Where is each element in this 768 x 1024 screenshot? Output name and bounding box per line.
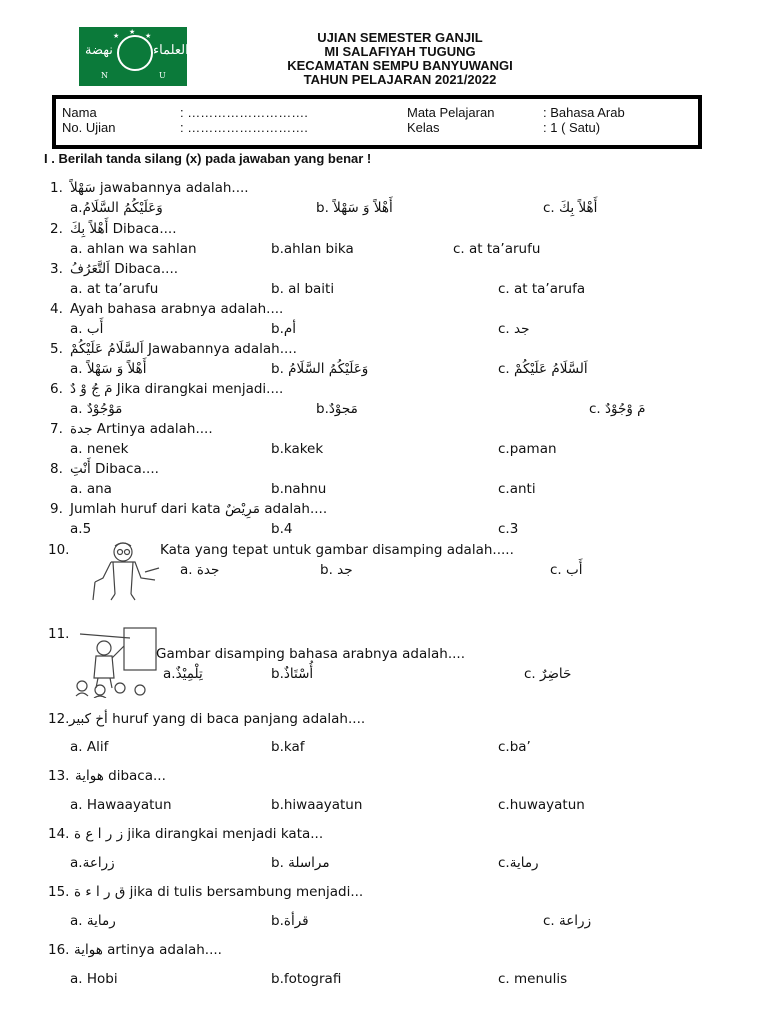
option-b[interactable]: b. مراسلة xyxy=(271,855,330,871)
logo-letter-u: U xyxy=(159,71,166,80)
option-c[interactable]: c. أَب xyxy=(550,562,583,578)
question-text: أَهْلاً بِكَ Dibaca.... xyxy=(70,221,177,237)
question-text: ق ر ا ء ة jika di tulis bersambung menjadi... xyxy=(74,884,364,900)
option-c[interactable]: c. اَلسَّلَامُ عَلَيْكُمْ xyxy=(498,361,588,377)
grandfather-picture xyxy=(85,538,165,602)
globe-icon xyxy=(117,35,153,71)
option-b[interactable]: b. al baiti xyxy=(271,281,335,297)
option-b[interactable]: b.kakek xyxy=(271,441,324,457)
question-number: 9. xyxy=(50,501,63,517)
question-text: هواية dibaca... xyxy=(75,768,166,784)
option-b[interactable]: b.fotografi xyxy=(271,971,342,987)
question-text: أَنْتِ Dibaca.... xyxy=(70,461,159,477)
option-a[interactable]: a. Hobi xyxy=(70,971,118,987)
question-number: 11. xyxy=(48,626,70,642)
option-c[interactable]: c.رماية xyxy=(498,855,539,871)
question-text: Ayah bahasa arabnya adalah.... xyxy=(70,301,284,317)
question-number: 3. xyxy=(50,261,63,277)
question-text: Kata yang tepat untuk gambar disamping adalah..... xyxy=(160,542,514,558)
option-c[interactable]: c. menulis xyxy=(498,971,568,987)
question-number: 12. xyxy=(48,711,70,727)
question-text: اَلتَّعَرُفُ Dibaca.... xyxy=(70,261,179,277)
option-a[interactable]: a.زراعة xyxy=(70,855,115,871)
option-a[interactable]: a. at ta’arufu xyxy=(70,281,159,297)
option-a[interactable]: a. ana xyxy=(70,481,112,497)
nu-logo xyxy=(79,27,187,86)
student-info-box xyxy=(52,95,702,149)
exam-title: UJIAN SEMESTER GANJIL xyxy=(317,30,483,45)
question-number: 7. xyxy=(50,421,63,437)
option-b[interactable]: b.مَجوْدٌ xyxy=(316,401,358,417)
option-c[interactable]: c.ba’ xyxy=(498,739,531,755)
option-b[interactable]: b.أُسْتَاذٌ xyxy=(271,666,314,682)
question-text: Jumlah huruf dari kata مَرِيْضٌ adalah.... xyxy=(70,501,328,517)
option-a[interactable]: a. مَوْجُوْدٌ xyxy=(70,401,123,417)
option-b[interactable]: b.قرأة xyxy=(271,913,309,929)
option-c[interactable]: c.3 xyxy=(498,521,519,537)
question-number: 1. xyxy=(50,180,63,196)
question-number: 16. xyxy=(48,942,70,958)
question-text: مَ جُ وْ دٌ Jika dirangkai menjadi.... xyxy=(70,381,284,397)
option-a[interactable]: a. أَب xyxy=(70,321,104,337)
option-c[interactable]: c. جد xyxy=(498,321,530,337)
star-icon: ★ xyxy=(145,32,152,40)
option-a[interactable]: a. رماية xyxy=(70,913,116,929)
question-text: سَهْلاً jawabannya adalah.... xyxy=(70,180,249,196)
nama-label: Nama xyxy=(62,105,97,120)
kelas-label: Kelas xyxy=(407,120,440,135)
option-a[interactable]: a.وَعَلَيْكُمُ السَّلَامُ xyxy=(70,200,163,216)
option-c[interactable]: c. at ta’arufu xyxy=(453,241,541,257)
option-c[interactable]: c. أَهْلاً بِكَ xyxy=(543,200,598,216)
option-a[interactable]: a.5 xyxy=(70,521,92,537)
option-c[interactable]: c. حَاضِرٌ xyxy=(524,666,572,682)
option-c[interactable]: c.huwayatun xyxy=(498,797,585,813)
question-number: 8. xyxy=(50,461,63,477)
option-b[interactable]: b. جد xyxy=(320,562,353,578)
option-b[interactable]: b.4 xyxy=(271,521,293,537)
star-icon: ★ xyxy=(129,28,136,36)
noujian-label: No. Ujian xyxy=(62,120,116,135)
question-number: 4. xyxy=(50,301,63,317)
question-number: 13. xyxy=(48,768,70,784)
option-a[interactable]: a. Hawaayatun xyxy=(70,797,172,813)
mapel-value: : Bahasa Arab xyxy=(543,105,625,120)
option-a[interactable]: a. Alif xyxy=(70,739,109,755)
question-text: اَلسَّلَامُ عَلَيْكُمْ Jawabannya adalah.... xyxy=(70,341,297,357)
option-a[interactable]: a. جدة xyxy=(180,562,220,578)
noujian-field[interactable]: : ………………………. xyxy=(180,120,308,135)
question-number: 2. xyxy=(50,221,63,237)
nama-field[interactable]: : ………………………. xyxy=(180,105,308,120)
logo-letter-n: N xyxy=(101,71,108,80)
question-number: 14. xyxy=(48,826,70,842)
option-a[interactable]: a.تِلْمِيْذٌ xyxy=(163,666,203,682)
option-b[interactable]: b.hiwaayatun xyxy=(271,797,363,813)
question-text: Gambar disamping bahasa arabnya adalah.... xyxy=(156,646,465,662)
school-name: MI SALAFIYAH TUGUNG xyxy=(324,44,476,59)
logo-calligraphy-left: ﻧﻬﻀﺔ xyxy=(85,43,113,58)
option-c[interactable]: c. زراعة xyxy=(543,913,592,929)
question-text: ز ر ا ع ة jika dirangkai menjadi kata... xyxy=(74,826,324,842)
option-c[interactable]: c.anti xyxy=(498,481,536,497)
option-b[interactable]: b.kaf xyxy=(271,739,305,755)
question-text: هواية artinya adalah.... xyxy=(74,942,222,958)
option-b[interactable]: b. وَعَلَيْكُمُ السَّلَامُ xyxy=(271,361,369,377)
option-c[interactable]: c.paman xyxy=(498,441,557,457)
option-a[interactable]: a. ahlan wa sahlan xyxy=(70,241,197,257)
question-text: أخ كبير huruf yang di baca panjang adalah.... xyxy=(69,711,366,727)
mapel-label: Mata Pelajaran xyxy=(407,105,495,120)
option-b[interactable]: b.ahlan bika xyxy=(271,241,354,257)
district-name: KECAMATAN SEMPU BANYUWANGI xyxy=(287,58,513,73)
question-number: 10. xyxy=(48,542,70,558)
question-text: جدة Artinya adalah.... xyxy=(70,421,213,437)
kelas-value: : 1 ( Satu) xyxy=(543,120,601,135)
question-number: 15. xyxy=(48,884,70,900)
teacher-picture xyxy=(74,624,158,698)
logo-calligraphy-right: ﺍﻟﻌﻠﻤﺎﺀ xyxy=(153,43,189,58)
school-year: TAHUN PELAJARAN 2021/2022 xyxy=(303,72,497,87)
question-number: 5. xyxy=(50,341,63,357)
star-icon: ★ xyxy=(113,32,120,40)
option-c[interactable]: c. مَ وْجُوْدٌ xyxy=(589,401,646,417)
option-a[interactable]: a. nenek xyxy=(70,441,129,457)
option-c[interactable]: c. at ta’arufa xyxy=(498,281,586,297)
option-b[interactable]: b.أم xyxy=(271,321,296,337)
option-b[interactable]: b. أَهْلاً وَ سَهْلاً xyxy=(316,200,393,216)
instruction: I . Berilah tanda silang (x) pada jawaban yang benar ! xyxy=(44,151,372,166)
option-a[interactable]: a. أَهْلاً وَ سَهْلاً xyxy=(70,361,147,377)
question-number: 6. xyxy=(50,381,63,397)
option-b[interactable]: b.nahnu xyxy=(271,481,327,497)
